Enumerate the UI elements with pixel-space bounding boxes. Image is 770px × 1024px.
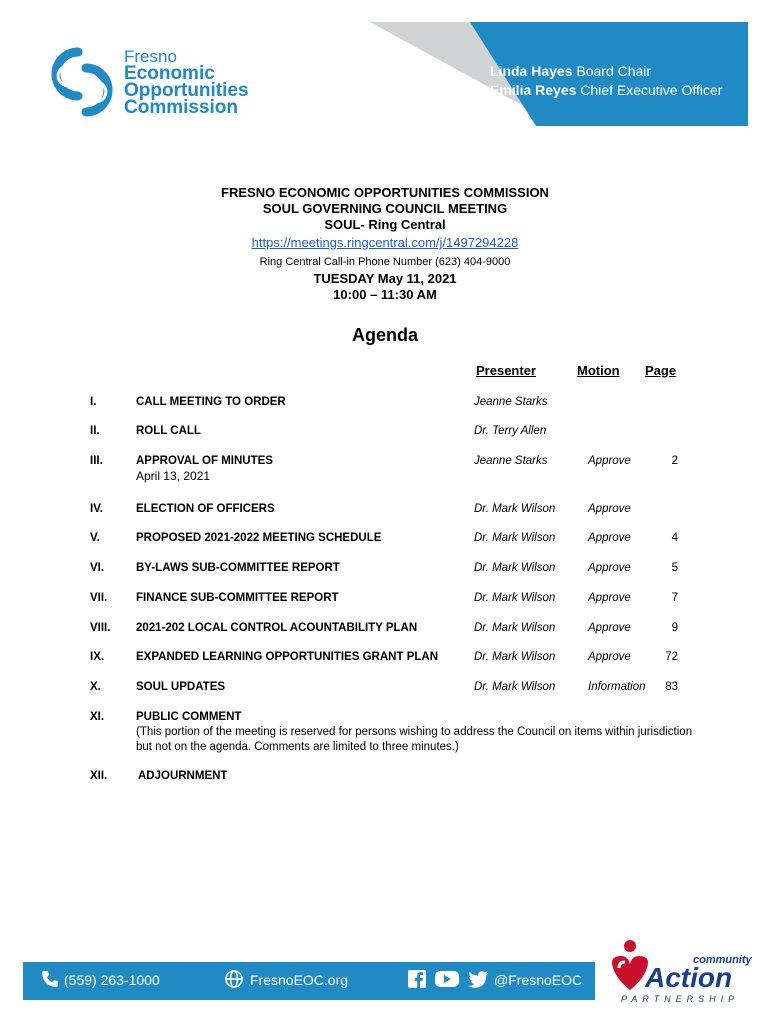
cap-logo-line-2: Action — [645, 962, 733, 993]
agenda-item-3 — [90, 455, 690, 491]
item-title: ROLL CALL — [136, 425, 201, 437]
item-number: VI. — [90, 562, 105, 574]
agenda-item-11 — [90, 711, 693, 759]
item-motion: Approve — [588, 651, 631, 663]
item-title: 2021-202 LOCAL CONTROL ACOUNTABILITY PLAN — [136, 622, 418, 634]
agenda-item-1 — [90, 396, 690, 416]
agenda-item-5 — [90, 532, 690, 552]
item-page: 4 — [671, 532, 678, 544]
agenda-item-4 — [90, 503, 690, 523]
item-number: VII. — [90, 592, 108, 604]
item-presenter: Dr. Mark Wilson — [474, 532, 556, 544]
item-title: ELECTION OF OFFICERS — [136, 503, 275, 515]
item-title: PROPOSED 2021-2022 MEETING SCHEDULE — [136, 532, 382, 544]
item-number: IX. — [90, 651, 105, 663]
meeting-org: FRESNO ECONOMIC OPPORTUNITIES COMMISSION — [221, 185, 549, 200]
meeting-venue: SOUL- Ring Central — [324, 217, 446, 232]
phone-icon — [40, 969, 60, 989]
agenda-item-10 — [90, 681, 690, 701]
item-presenter: Dr. Mark Wilson — [474, 622, 556, 634]
item-page: 5 — [671, 562, 678, 574]
agenda-item-9 — [90, 651, 690, 671]
cap-logo-line-3: PARTNERSHIP — [621, 994, 740, 1004]
chair-title: Board Chair — [576, 63, 652, 79]
item-motion: Approve — [588, 532, 631, 544]
item-page: 2 — [671, 455, 678, 467]
page-column-header: Page — [645, 363, 677, 378]
agenda-item-8 — [90, 622, 690, 642]
item-description: (This portion of the meeting is reserved for persons wishing to address the Council on items within jurisdiction but not on the agenda. Comments are limited to three minutes.) — [136, 726, 693, 753]
item-number: XII. — [90, 770, 108, 782]
item-number: X. — [90, 681, 101, 693]
meeting-time: 10:00 – 11:30 AM — [333, 287, 437, 302]
meeting-date: TUESDAY May 11, 2021 — [313, 271, 457, 286]
agenda-item-2 — [90, 425, 690, 445]
item-number: XI. — [90, 711, 105, 723]
item-title: EXPANDED LEARNING OPPORTUNITIES GRANT PLAN — [136, 651, 438, 663]
item-page: 7 — [671, 592, 678, 604]
facebook-icon[interactable] — [407, 969, 427, 989]
globe-icon — [224, 969, 244, 989]
item-motion: Approve — [588, 622, 631, 634]
item-page: 72 — [665, 651, 678, 663]
feoc-logo — [44, 44, 274, 124]
item-title: SOUL UPDATES — [136, 681, 226, 693]
item-subtitle: April 13, 2021 — [136, 469, 211, 483]
footer-social-handle[interactable]: @FresnoEOC — [494, 972, 583, 988]
meeting-link[interactable]: https://meetings.ringcentral.com/j/1497294228 — [251, 235, 519, 250]
item-presenter: Dr. Mark Wilson — [474, 592, 556, 604]
item-presenter: Dr. Mark Wilson — [474, 651, 556, 663]
item-number: I. — [90, 396, 97, 408]
item-number: IV. — [90, 503, 104, 515]
item-presenter: Dr. Terry Allen — [474, 425, 547, 437]
agenda-item-6 — [90, 562, 690, 582]
item-motion: Approve — [588, 592, 631, 604]
item-presenter: Jeanne Starks — [474, 455, 548, 467]
meeting-title-block — [0, 185, 770, 303]
item-motion: Information — [588, 681, 646, 693]
footer-phone[interactable]: (559) 263-1000 — [64, 972, 160, 988]
item-presenter: Jeanne Starks — [474, 396, 548, 408]
logo-line-2: Economic — [124, 63, 215, 84]
item-title: PUBLIC COMMENT — [136, 711, 242, 723]
item-title: CALL MEETING TO ORDER — [136, 396, 286, 408]
meeting-name: SOUL GOVERNING COUNCIL MEETING — [262, 201, 508, 216]
logo-line-3: Opportunities — [124, 80, 249, 101]
item-presenter: Dr. Mark Wilson — [474, 681, 556, 693]
item-motion: Approve — [588, 562, 631, 574]
twitter-icon[interactable] — [467, 969, 489, 989]
motion-column-header: Motion — [577, 363, 620, 378]
item-presenter: Dr. Mark Wilson — [474, 562, 556, 574]
youtube-icon[interactable] — [434, 969, 460, 989]
ceo-title: Chief Executive Officer — [580, 82, 723, 98]
logo-line-1: Fresno — [124, 47, 177, 66]
item-page: 83 — [665, 681, 678, 693]
community-action-partnership-logo — [605, 938, 755, 1006]
item-number: II. — [90, 425, 100, 437]
ceo-name: Emilia Reyes — [490, 82, 577, 98]
agenda-heading: Agenda — [351, 325, 418, 345]
agenda-item-7 — [90, 592, 690, 612]
chair-name: Linda Hayes — [490, 63, 573, 79]
feoc-logo-mark-icon — [44, 44, 120, 120]
meeting-phone: Ring Central Call-in Phone Number (623) 404-9000 — [259, 256, 511, 268]
logo-line-4: Commission — [124, 97, 239, 118]
item-number: V. — [90, 532, 100, 544]
footer-website[interactable]: FresnoEOC.org — [250, 972, 349, 988]
cap-logo-line-1: community — [693, 954, 752, 966]
item-number: III. — [90, 455, 103, 467]
officers-block — [490, 62, 722, 100]
item-page: 9 — [671, 622, 678, 634]
presenter-column-header: Presenter — [476, 363, 536, 378]
item-title: BY-LAWS SUB-COMMITTEE REPORT — [136, 562, 340, 574]
item-motion: Approve — [588, 455, 631, 467]
item-presenter: Dr. Mark Wilson — [474, 503, 556, 515]
item-motion: Approve — [588, 503, 631, 515]
item-title: APPROVAL OF MINUTES — [136, 455, 273, 467]
agenda-item-12 — [90, 770, 690, 790]
item-number: VIII. — [90, 622, 111, 634]
item-title: FINANCE SUB-COMMITTEE REPORT — [136, 592, 339, 604]
item-title: ADJOURNMENT — [138, 770, 228, 782]
